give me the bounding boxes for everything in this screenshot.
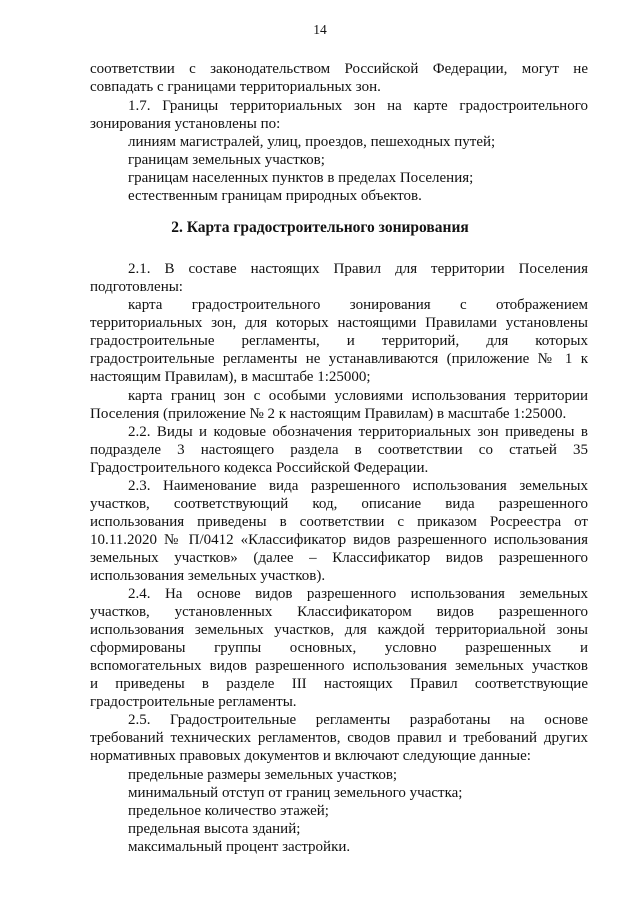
list-item: предельные размеры земельных участков;	[128, 767, 398, 783]
text-line: совпадать с границами территориальных зон.	[90, 79, 381, 95]
list-item: предельная высота зданий;	[128, 821, 301, 837]
text-line: и приведены в разделе III настоящих Правил соответствующие	[90, 676, 588, 692]
paragraph-2-3-line: 2.3. Наименование вида разрешенного использования земельных	[128, 478, 588, 494]
list-item: предельное количество этажей;	[128, 803, 329, 819]
text-line: земельных участков» (далее – Классификатор видов разрешенного	[90, 550, 588, 566]
list-item: минимальный отступ от границ земельного участка;	[128, 785, 463, 801]
list-item: максимальный процент застройки.	[128, 839, 351, 855]
text-line: градостроительные регламенты, и территорий, для которых	[90, 333, 588, 349]
list-item: границам населенных пунктов в пределах Поселения;	[128, 170, 474, 186]
text-line: подразделе 3 настоящего раздела в соответствии со статьей 35	[90, 442, 588, 458]
text-line: территориальных зон, для которых настоящими Правилами установлены	[90, 315, 588, 331]
text-line: градостроительные регламенты не устанавливаются (приложение № 1 к	[90, 351, 588, 367]
page-number: 14	[313, 22, 327, 37]
text-line: настоящим Правилам), в масштабе 1:25000;	[90, 369, 371, 385]
text-line: нормативных правовых документов и включают следующие данные:	[90, 748, 531, 764]
paragraph-2-5-line: 2.5. Градостроительные регламенты разработаны на основе	[128, 712, 588, 728]
text-line: использования земельных участков).	[90, 568, 326, 584]
paragraph-2-1-line: 2.1. В составе настоящих Правил для территории Поселения	[128, 261, 588, 277]
text-line: участков, соответствующий код, описание вида разрешенного	[90, 496, 588, 512]
text-line: вспомогательных видов разрешенного использования земельных участков	[90, 658, 588, 674]
text-line: требований технических регламентов, сводов правил и требований других	[90, 730, 588, 746]
text-line: Поселения (приложение № 2 к настоящим Правилам) в масштабе 1:25000.	[90, 406, 567, 422]
paragraph-2-2-line: 2.2. Виды и кодовые обозначения территориальных зон приведены в	[128, 424, 588, 440]
text-line: подготовлены:	[90, 279, 183, 295]
list-item: границам земельных участков;	[128, 152, 325, 168]
list-item: карта границ зон с особыми условиями использования территории	[128, 388, 588, 404]
text-line: зонирования установлены по:	[90, 116, 281, 132]
text-line: участков, установленных Классификатором видов разрешенного	[90, 604, 588, 620]
list-item: линиям магистралей, улиц, проездов, пешеходных путей;	[128, 134, 496, 150]
text-line: соответствии с законодательством Российской Федерации, могут не	[90, 61, 588, 77]
text-line: использования приведены в соответствии с приказом Росреестра от	[90, 514, 588, 530]
text-line: использования земельных участков, для каждой территориальной зоны	[90, 622, 588, 638]
text-line: 10.11.2020 № П/0412 «Классификатор видов разрешенного использования	[90, 532, 588, 548]
paragraph-1-7-line: 1.7. Границы территориальных зон на карте градостроительного	[128, 98, 588, 114]
paragraph-2-4-line: 2.4. На основе видов разрешенного использования земельных	[128, 586, 588, 602]
text-line: градостроительные регламенты.	[90, 694, 297, 710]
list-item: карта градостроительного зонирования с отображением	[128, 297, 588, 313]
text-line: Градостроительного кодекса Российской Федерации.	[90, 460, 429, 476]
section-heading: 2. Карта градостроительного зонирования	[171, 219, 469, 236]
list-item: естественным границам природных объектов.	[128, 188, 422, 204]
text-line: сформированы группы основных, условно разрешенных и	[90, 640, 588, 656]
